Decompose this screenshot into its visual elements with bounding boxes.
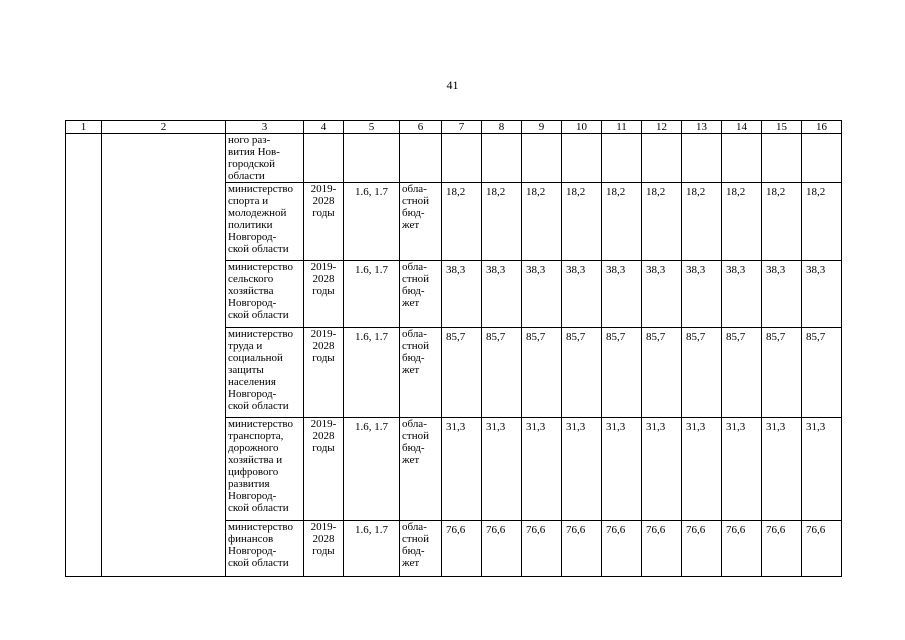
empty-cell <box>762 134 802 183</box>
empty-cell <box>802 134 842 183</box>
executor-line: Новгород- <box>228 231 277 243</box>
column-number: 16 <box>802 121 842 134</box>
funding-source-line: жет <box>402 297 420 309</box>
executor-cell <box>226 328 304 418</box>
column-number: 15 <box>762 121 802 134</box>
amount-cell: 38,3 <box>762 261 802 328</box>
executor-line: спорта и <box>228 195 269 207</box>
amount-cell: 38,3 <box>682 261 722 328</box>
term-line: 2028 <box>312 533 335 545</box>
funding-source-line: жет <box>402 364 420 376</box>
table-body <box>66 121 842 577</box>
column-number: 13 <box>682 121 722 134</box>
amount-cell: 18,2 <box>642 183 682 261</box>
column-number: 14 <box>722 121 762 134</box>
amount-cell: 31,3 <box>602 418 642 521</box>
amount-cell: 85,7 <box>602 328 642 418</box>
funding-source-line: жет <box>402 557 420 569</box>
funding-source-line: бюд- <box>402 545 425 557</box>
term-line: 2028 <box>312 273 335 285</box>
amount-cell: 38,3 <box>802 261 842 328</box>
executor-line: населения <box>228 376 276 388</box>
executor-line: области <box>228 170 265 182</box>
amount-cell: 38,3 <box>442 261 482 328</box>
executor-line: городской <box>228 158 276 170</box>
empty-cell <box>682 134 722 183</box>
executor-line: дорожного <box>228 442 279 454</box>
amount-cell: 38,3 <box>522 261 562 328</box>
term-line: 2019- <box>310 183 337 195</box>
executor-line: финансов <box>228 533 274 545</box>
column-number: 8 <box>482 121 522 134</box>
amount-cell: 85,7 <box>562 328 602 418</box>
page-number: 41 <box>446 78 459 92</box>
amount-cell: 76,6 <box>602 521 642 577</box>
amount-cell: 85,7 <box>762 328 802 418</box>
funding-source-cell <box>400 521 442 577</box>
column-number: 11 <box>602 121 642 134</box>
funding-source-line: обла- <box>402 261 427 273</box>
executor-line: цифрового <box>228 466 279 478</box>
amount-cell: 85,7 <box>482 328 522 418</box>
column-number: 9 <box>522 121 562 134</box>
amount-cell: 76,6 <box>522 521 562 577</box>
amount-cell: 31,3 <box>682 418 722 521</box>
funding-source-line: стной <box>402 533 429 545</box>
amount-cell: 76,6 <box>482 521 522 577</box>
funding-source-line: стной <box>402 273 429 285</box>
column-number: 7 <box>442 121 482 134</box>
executor-cell <box>226 418 304 521</box>
amount-cell: 76,6 <box>562 521 602 577</box>
executor-line: политики <box>228 219 273 231</box>
executor-line: транспорта, <box>228 430 284 442</box>
funding-source-cell <box>400 183 442 261</box>
amount-cell: 76,6 <box>682 521 722 577</box>
funding-source-cell <box>400 328 442 418</box>
funding-source-line: стной <box>402 340 429 352</box>
amount-cell: 31,3 <box>722 418 762 521</box>
executor-line: ской области <box>228 243 289 255</box>
executor-line: труда и <box>228 340 263 352</box>
executor-line: ской области <box>228 309 289 321</box>
amount-cell: 38,3 <box>722 261 762 328</box>
column-number: 3 <box>226 121 304 134</box>
funding-source-cell <box>400 418 442 521</box>
amount-cell: 85,7 <box>522 328 562 418</box>
amount-cell: 18,2 <box>762 183 802 261</box>
funding-source-line: бюд- <box>402 442 425 454</box>
term-line: годы <box>312 352 335 364</box>
amount-cell: 31,3 <box>562 418 602 521</box>
amount-cell: 18,2 <box>722 183 762 261</box>
amount-cell: 85,7 <box>682 328 722 418</box>
target-indicators-cell: 1.6, 1.7 <box>344 521 400 577</box>
executor-line: социальной <box>228 352 283 364</box>
term-cell <box>304 261 344 328</box>
funding-source-cell <box>400 261 442 328</box>
term-line: 2019- <box>310 418 337 430</box>
executor-cell <box>226 134 304 183</box>
executor-cell <box>226 183 304 261</box>
empty-cell <box>642 134 682 183</box>
funding-source-line: обла- <box>402 328 427 340</box>
continuation-row <box>66 134 842 183</box>
empty-cell <box>482 134 522 183</box>
executor-line: ской области <box>228 502 289 514</box>
executor-line: ного раз- <box>228 134 271 146</box>
term-cell <box>304 418 344 521</box>
target-indicators-cell: 1.6, 1.7 <box>344 261 400 328</box>
term-line: годы <box>312 545 335 557</box>
amount-cell: 76,6 <box>802 521 842 577</box>
amount-cell: 85,7 <box>802 328 842 418</box>
funding-source-line: стной <box>402 430 429 442</box>
executor-line: министерство <box>228 183 294 195</box>
amount-cell: 38,3 <box>562 261 602 328</box>
term-line: 2019- <box>310 261 337 273</box>
empty-cell <box>344 134 400 183</box>
target-indicators-cell: 1.6, 1.7 <box>344 328 400 418</box>
empty-cell <box>522 134 562 183</box>
executor-line: молодежной <box>228 207 287 219</box>
amount-cell: 31,3 <box>522 418 562 521</box>
column-number: 1 <box>66 121 102 134</box>
executor-line: хозяйства <box>228 285 274 297</box>
term-line: 2019- <box>310 328 337 340</box>
executor-line: вития Нов- <box>228 146 280 158</box>
budget-table <box>65 120 842 577</box>
funding-source-line: бюд- <box>402 352 425 364</box>
term-line: 2028 <box>312 340 335 352</box>
amount-cell: 85,7 <box>442 328 482 418</box>
column-numbers-row <box>66 121 842 134</box>
column-number: 10 <box>562 121 602 134</box>
empty-cell <box>442 134 482 183</box>
column-number: 6 <box>400 121 442 134</box>
column-number: 5 <box>344 121 400 134</box>
term-cell <box>304 183 344 261</box>
funding-source-line: бюд- <box>402 207 425 219</box>
funding-source-line: жет <box>402 219 420 231</box>
amount-cell: 18,2 <box>602 183 642 261</box>
amount-cell: 76,6 <box>642 521 682 577</box>
executor-line: развития <box>228 478 270 490</box>
funding-source-line: стной <box>402 195 429 207</box>
amount-cell: 18,2 <box>442 183 482 261</box>
executor-line: Новгород- <box>228 388 277 400</box>
amount-cell: 18,2 <box>522 183 562 261</box>
executor-line: защиты <box>228 364 264 376</box>
executor-line: хозяйства и <box>228 454 283 466</box>
empty-cell <box>400 134 442 183</box>
amount-cell: 31,3 <box>762 418 802 521</box>
executor-line: сельского <box>228 273 274 285</box>
amount-cell: 38,3 <box>642 261 682 328</box>
executor-cell <box>226 521 304 577</box>
term-line: 2028 <box>312 430 335 442</box>
executor-line: Новгород- <box>228 545 277 557</box>
target-indicators-cell: 1.6, 1.7 <box>344 418 400 521</box>
term-line: 2019- <box>310 521 337 533</box>
merged-cell-col1 <box>66 134 102 577</box>
amount-cell: 76,6 <box>722 521 762 577</box>
target-indicators-cell: 1.6, 1.7 <box>344 183 400 261</box>
term-line: годы <box>312 207 335 219</box>
amount-cell: 31,3 <box>442 418 482 521</box>
amount-cell: 31,3 <box>802 418 842 521</box>
column-number: 12 <box>642 121 682 134</box>
empty-cell <box>722 134 762 183</box>
executor-line: ской области <box>228 557 289 569</box>
amount-cell: 18,2 <box>482 183 522 261</box>
term-line: годы <box>312 442 335 454</box>
term-line: 2028 <box>312 195 335 207</box>
empty-cell <box>562 134 602 183</box>
column-number: 2 <box>102 121 226 134</box>
term-cell <box>304 328 344 418</box>
amount-cell: 18,2 <box>802 183 842 261</box>
amount-cell: 38,3 <box>602 261 642 328</box>
amount-cell: 38,3 <box>482 261 522 328</box>
term-cell <box>304 521 344 577</box>
amount-cell: 85,7 <box>722 328 762 418</box>
funding-source-line: жет <box>402 454 420 466</box>
amount-cell: 76,6 <box>442 521 482 577</box>
funding-source-line: бюд- <box>402 285 425 297</box>
funding-source-line: обла- <box>402 418 427 430</box>
empty-cell <box>602 134 642 183</box>
term-line: годы <box>312 285 335 297</box>
empty-cell <box>304 134 344 183</box>
column-number: 4 <box>304 121 344 134</box>
executor-line: министерство <box>228 328 294 340</box>
funding-source-line: обла- <box>402 521 427 533</box>
executor-cell <box>226 261 304 328</box>
executor-line: министерство <box>228 261 294 273</box>
amount-cell: 18,2 <box>682 183 722 261</box>
executor-line: Новгород- <box>228 490 277 502</box>
amount-cell: 31,3 <box>642 418 682 521</box>
funding-source-line: обла- <box>402 183 427 195</box>
amount-cell: 18,2 <box>562 183 602 261</box>
amount-cell: 76,6 <box>762 521 802 577</box>
executor-line: министерство <box>228 418 294 430</box>
executor-line: Новгород- <box>228 297 277 309</box>
executor-line: ской области <box>228 400 289 412</box>
amount-cell: 31,3 <box>482 418 522 521</box>
amount-cell: 85,7 <box>642 328 682 418</box>
executor-line: министерство <box>228 521 294 533</box>
merged-cell-col2 <box>102 134 226 577</box>
